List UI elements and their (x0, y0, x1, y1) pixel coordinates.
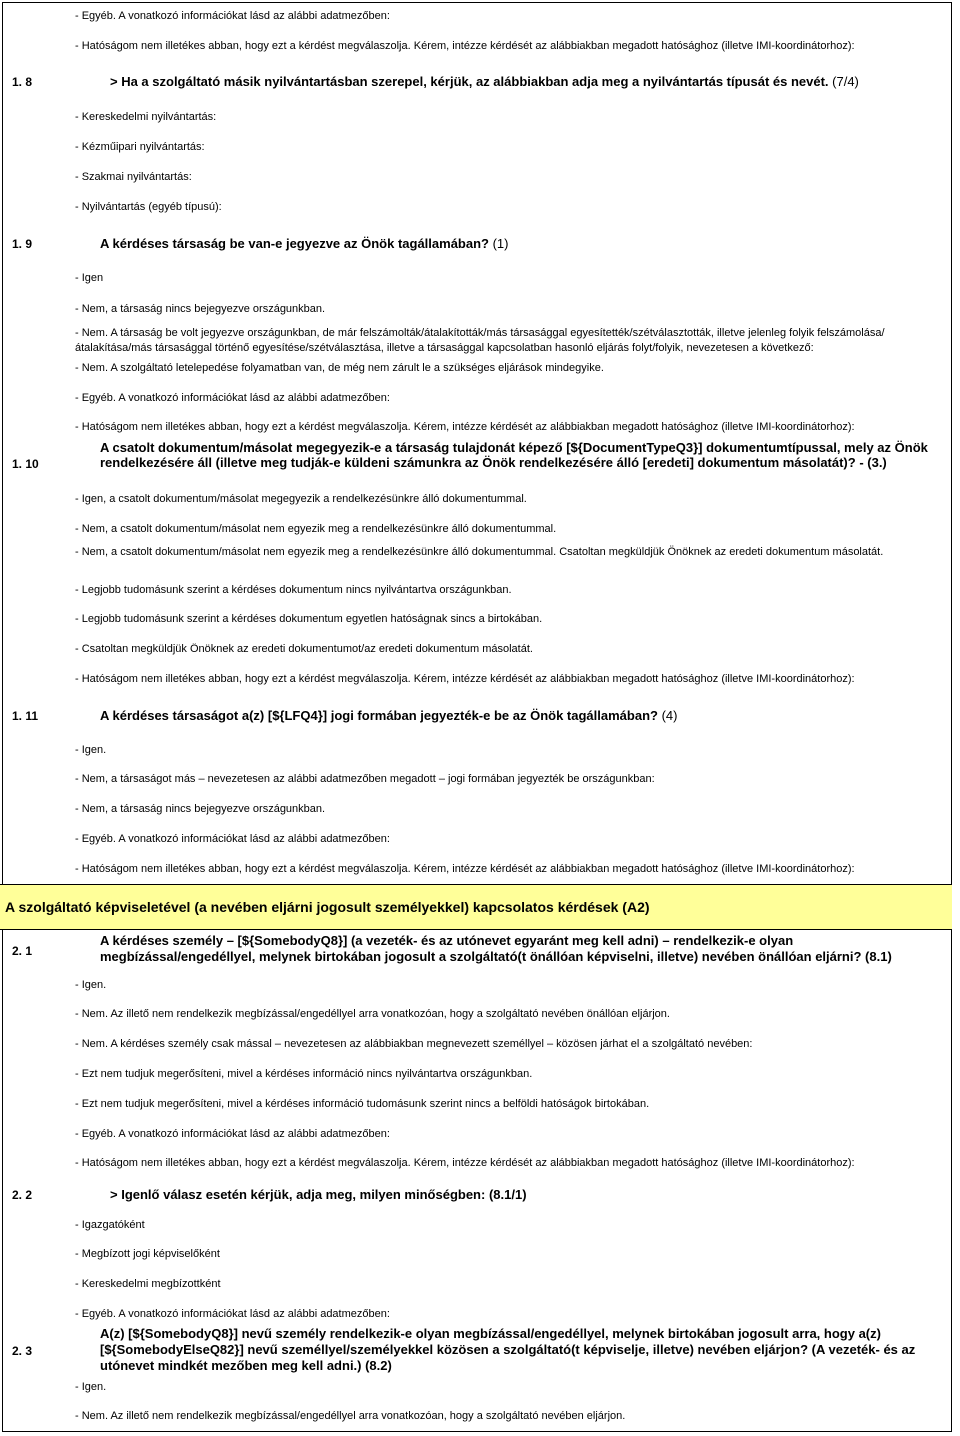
option-other[interactable]: - Egyéb. A vonatkozó információkat lásd az alábbi adatmezőben: (75, 833, 390, 845)
option-no-mandate[interactable]: - Nem. Az illető nem rendelkezik megbízással/engedéllyel arra vonatkozóan, hogy a szolgáltató nevében önállóan eljárjon. (75, 1008, 670, 1020)
option-yes-matches[interactable]: - Igen, a csatolt dokumentum/másolat megegyezik a rendelkezésünkre álló dokumentummal. (75, 493, 527, 505)
option-director[interactable]: - Igazgatóként (75, 1219, 145, 1231)
option-no-domestic-info[interactable]: - Ezt nem tudjuk megerősíteni, mivel a kérdéses információ tudomásunk szerint nincs a belföldi hatóságok birtokában. (75, 1098, 650, 1110)
option-not-registered[interactable]: - Nem, a társaság nincs bejegyezve országunkban. (75, 803, 326, 815)
option-other[interactable]: - Egyéb. A vonatkozó információkat lásd az alábbi adatmezőben: (75, 392, 390, 404)
question-text: A kérdéses társaság be van-e jegyezve az Önök tagállamában? (1) (100, 236, 509, 251)
question-text: A(z) [${SomebodyQ8}] nevű személy rendelkezik-e olyan megbízással/engedéllyel, melynek birtokában jogosult arra, hogy a(z) [${SomebodyElseQ82}] nevű személlyel/személyekkel közösen a szolgáltató(t képviselje, illetve) nevében eljárjon? (A vezeték- és az utónevet mindkét mezőben meg kell adni.) (8.2) (100, 1326, 916, 1373)
question-text: A csatolt dokumentum/másolat megegyezik-e a társaság tulajdonát képező [${DocumentTypeQ3}] dokumentumtípussal, mely az Önök rendelkezésére áll (illetve meg tudják-e küldeni számunkra az Önök rendelkezésére álló [eredeti] dokumentum másolatát)? - (3.) (100, 440, 928, 470)
question-number: 1. 9 (12, 237, 33, 251)
question-text: > Ha a szolgáltató másik nyilvántartásban szerepel, kérjük, az alábbiakban adja meg a nyilvántartás típusát és nevét. (7/4) (110, 74, 859, 89)
option-no-mismatch-copy[interactable]: - Nem, a csatolt dokumentum/másolat nem egyezik meg a rendelkezésünkre álló dokumentummal. Csatoltan megküldjük Önöknek az eredeti dokumentum másolatát. (75, 546, 884, 558)
option-yes[interactable]: - Igen (75, 272, 104, 284)
question-number: 1. 10 (12, 457, 39, 471)
option-register-professional[interactable]: - Szakmai nyilvántartás: (75, 171, 192, 183)
option-not-competent[interactable]: - Hatóságom nem illetékes abban, hogy ezt a kérdést megválaszolja. Kérem, intézze kérdését az alábbiakban megadott hatósághoz (illetve IMI-koordinátorhoz): (75, 1157, 855, 1169)
option-register-commercial[interactable]: - Kereskedelmi nyilvántartás: (75, 111, 217, 123)
question-text: A kérdéses személy – [${SomebodyQ8}] (a vezeték- és az utónevet egyaránt meg kell adni) – rendelkezik-e olyan megbízással/engedéllyel, melynek birtokában jogosult a szolgáltató(t önállóan képviselni, illetve) nevében önállóan eljárni? (8.1) (100, 933, 892, 964)
option-not-competent[interactable]: - Hatóságom nem illetékes abban, hogy ezt a kérdést megválaszolja. Kérem, intézze kérdését az alábbiakban megadott hatósághoz (illetve IMI-koordinátorhoz): (75, 863, 855, 875)
option-register-craft[interactable]: - Kézműipari nyilvántartás: (75, 141, 205, 153)
option-yes[interactable]: - Igen. (75, 1381, 107, 1393)
option-not-registered-doc[interactable]: - Legjobb tudomásunk szerint a kérdéses dokumentum nincs nyilvántartva országunkban. (75, 584, 512, 596)
option-not-registered[interactable]: - Nem, a társaság nincs bejegyezve országunkban. (75, 303, 326, 315)
option-yes[interactable]: - Igen. (75, 979, 107, 991)
option-other-legal-form[interactable]: - Nem, a társaságot más – nevezetesen az alábbi adatmezőben megadott – jogi formában jegyezték be országunkban: (75, 773, 655, 785)
option-not-competent[interactable]: - Hatóságom nem illetékes abban, hogy ezt a kérdést megválaszolja. Kérem, intézze kérdését az alábbiakban megadott hatósághoz (illetve IMI-koordinátorhoz): (75, 673, 855, 685)
question-number: 1. 8 (12, 75, 33, 89)
section-title: A szolgáltató képviseletével (a nevében eljárni jogosult személyekkel) kapcsolatos kérdések (A2) (5, 899, 650, 915)
option-no-mismatch[interactable]: - Nem, a csatolt dokumentum/másolat nem egyezik meg a rendelkezésünkre álló dokumentummal. (75, 523, 557, 535)
option-not-competent[interactable]: - Hatóságom nem illetékes abban, hogy ezt a kérdést megválaszolja. Kérem, intézze kérdését az alábbiakban megadott hatósághoz (illetve IMI-koordinátorhoz): (75, 40, 855, 52)
option-no-authority-has-doc[interactable]: - Legjobb tudomásunk szerint a kérdéses dokumentum egyetlen hatóságnak sincs a birtokában. (75, 613, 543, 625)
option-was-registered[interactable]: - Nem. A társaság be volt jegyezve országunkban, de már felszámolták/átalakították/más társasággal egyesítették/szétválasztották, illetve jelenleg folyik felszámolása/átalakítása/más társasággal történő egyesítése/szétválasztása, illetve a társasággal kapcsolatban hasonló eljárás folyt/folyik, nevezetesen a következő: (75, 327, 885, 354)
option-not-registered-info[interactable]: - Ezt nem tudjuk megerősíteni, mivel a kérdéses információ nincs nyilvántartva országunkban. (75, 1068, 533, 1080)
option-other[interactable]: - Egyéb. A vonatkozó információkat lásd az alábbi adatmezőben: (75, 1128, 390, 1140)
question-number: 2. 3 (12, 1344, 33, 1358)
section-header (0, 884, 952, 930)
option-register-other[interactable]: - Nyilvántartás (egyéb típusú): (75, 201, 222, 213)
option-other[interactable]: - Egyéb. A vonatkozó információkat lásd az alábbi adatmezőben: (75, 1308, 390, 1320)
question-number: 2. 1 (12, 944, 33, 958)
question-text: A kérdéses társaságot a(z) [${LFQ4}] jogi formában jegyezték-e be az Önök tagállamában? (4) (100, 708, 678, 723)
option-legal-representative[interactable]: - Megbízott jogi képviselőként (75, 1248, 220, 1260)
question-number: 2. 2 (12, 1188, 33, 1202)
option-original-attached[interactable]: - Csatoltan megküldjük Önöknek az eredeti dokumentumot/az eredeti dokumentum másolatát. (75, 643, 533, 655)
option-other[interactable]: - Egyéb. A vonatkozó információkat lásd az alábbi adatmezőben: (75, 10, 390, 22)
option-commercial-agent[interactable]: - Kereskedelmi megbízottként (75, 1278, 221, 1290)
option-no-mandate[interactable]: - Nem. Az illető nem rendelkezik megbízással/engedéllyel arra vonatkozóan, hogy a szolgáltató nevében eljárjon. (75, 1410, 626, 1422)
option-jointly-only[interactable]: - Nem. A kérdéses személy csak mással – nevezetesen az alábbiakban megnevezett személlyel – közösen járhat el a szolgáltató nevében: (75, 1038, 753, 1050)
option-not-competent[interactable]: - Hatóságom nem illetékes abban, hogy ezt a kérdést megválaszolja. Kérem, intézze kérdését az alábbiakban megadott hatósághoz (illetve IMI-koordinátorhoz): (75, 421, 855, 433)
option-yes[interactable]: - Igen. (75, 744, 107, 756)
question-number: 1. 11 (12, 709, 39, 723)
question-text: > Igenlő válasz esetén kérjük, adja meg, milyen minőségben: (8.1/1) (110, 1187, 527, 1202)
option-in-progress[interactable]: - Nem. A szolgáltató letelepedése folyamatban van, de még nem zárult le a szükséges eljárások mindegyike. (75, 362, 604, 374)
